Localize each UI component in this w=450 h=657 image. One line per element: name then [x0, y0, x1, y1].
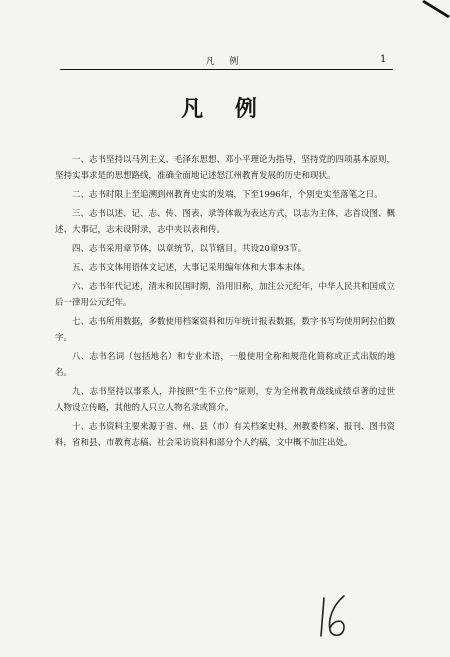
paragraph: 六、志书年代记述，清末和民国时期，沿用旧称，加注公元纪年，中华人民共和国成立后一律用公元纪年。	[55, 282, 396, 308]
paragraph: 一、志书坚持以马列主义、毛泽东思想、邓小平理论为指导，坚持党的四项基本原则，坚持实事求是的思想路线，准确全面地记述怒江州教育发展的历史和现状。	[55, 155, 396, 181]
paragraph: 五、志书文体用语体文记述，大事记采用编年体和大事本末体。	[72, 263, 311, 273]
body-text	[55, 152, 395, 454]
paragraph: 三、志书以述、记、志、传、图表、录等体裁为表达方式，以志为主体，志首设图、概述、大事记，志末设附录，志中夹以表和传。	[55, 209, 396, 235]
paragraph: 九、志书坚持以事系人，并按照“生不立传”原则，专为全州教育战线成绩卓著的过世人物设立传略，其他的人只立人物名录或简介。	[55, 387, 395, 413]
page-number: 1	[380, 54, 387, 65]
paragraph: 十、志书资料主要来源于省、州、县（市）有关档案史料，州教委档案、报刊、图书资料，省和县、市教育志稿、社会采访资料和部分个人约稿，文中概不加注出处。	[55, 422, 396, 448]
corner-arrow-mark	[422, 0, 450, 18]
handwritten-page-number	[318, 592, 350, 640]
paragraph: 二、志书时限上至追溯到州教育史实的发端，下至1996年，个别史实至落笔之日。	[72, 190, 383, 200]
paragraph: 四、志书采用章节体，以章统节，以节辖目。共设20章93节。	[72, 244, 307, 254]
running-title: 凡 例	[205, 57, 245, 67]
paragraph: 七、志书所用数据，多数使用档案资料和历年统计报表数据，数字书写均使用阿拉伯数字。	[55, 317, 396, 343]
page-title: 凡 例	[181, 96, 269, 122]
paragraph: 八、志书名词（包括地名）和专业术语，一般使用全称和规范化简称或正式出版的地名。	[55, 352, 395, 378]
header-rule	[60, 69, 393, 70]
